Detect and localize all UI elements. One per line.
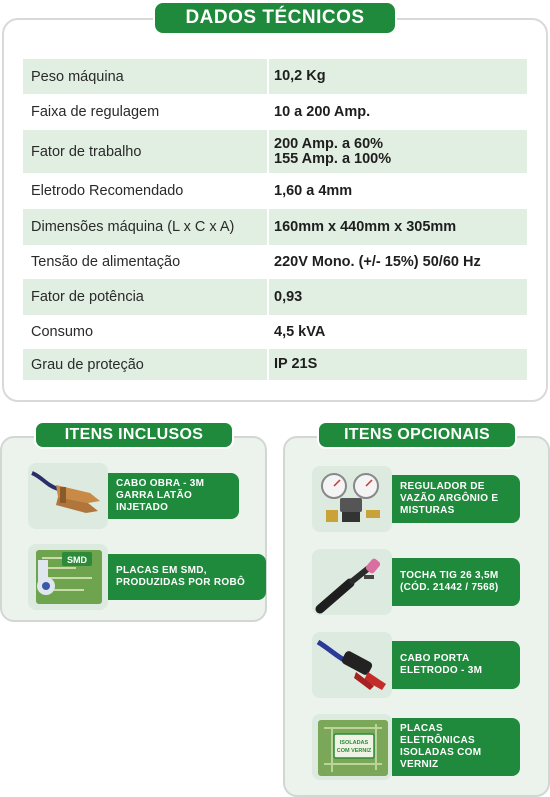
row-value: 0,93 — [274, 288, 303, 305]
list-item — [312, 714, 520, 780]
row-label: Faixa de regulagem — [23, 94, 269, 130]
item-label: REGULADOR DE VAZÃO ARGÔNIO E MISTURAS — [392, 475, 520, 523]
table-row — [23, 315, 527, 349]
table-row — [23, 130, 527, 173]
varnish-badge-line2: COM VERNIZ — [336, 748, 372, 754]
item-label: PLACAS EM SMD, PRODUZIDAS POR ROBÔ — [108, 554, 266, 600]
list-item — [312, 466, 520, 532]
row-value: 220V Mono. (+/- 15%) 50/60 Hz — [274, 253, 481, 270]
row-value: IP 21S — [274, 356, 318, 372]
item-label: PLACAS ELETRÔNICAS ISOLADAS COM VERNIZ — [392, 718, 520, 776]
item-label: CABO OBRA - 3M GARRA LATÃO INJETADO — [108, 473, 239, 519]
row-value: 10,2 Kg — [274, 68, 326, 84]
tig-torch-icon — [312, 549, 392, 615]
row-value: 10 a 200 Amp. — [274, 103, 371, 120]
list-item — [312, 632, 520, 698]
list-item — [28, 463, 239, 529]
row-label: Peso máquina — [23, 59, 269, 94]
row-label: Eletrodo Recomendado — [23, 173, 269, 209]
gas-regulator-icon — [312, 466, 392, 532]
row-label: Grau de proteção — [23, 349, 269, 380]
included-items-title: ITENS INCLUSOS — [34, 421, 234, 449]
row-value: 4,5 kVA — [274, 323, 326, 340]
table-row — [23, 245, 527, 279]
table-row — [23, 59, 527, 94]
optional-items-title: ITENS OPCIONAIS — [317, 421, 517, 449]
table-row — [23, 279, 527, 315]
ground-clamp-icon — [28, 463, 108, 529]
tech-data-title: DADOS TÉCNICOS — [153, 1, 397, 35]
row-value: 1,60 a 4mm — [274, 182, 353, 199]
table-row — [23, 209, 527, 245]
list-item — [312, 549, 520, 615]
varnish-badge-line1: ISOLADAS — [339, 740, 369, 746]
row-label: Dimensões máquina (L x C x A) — [23, 209, 269, 245]
table-row — [23, 173, 527, 209]
row-value: 160mm x 440mm x 305mm — [274, 218, 457, 235]
row-label: Fator de potência — [23, 279, 269, 315]
row-label: Fator de trabalho — [23, 130, 269, 173]
row-value: 200 Amp. a 60% 155 Amp. a 100% — [274, 135, 392, 167]
tech-data-table — [23, 59, 527, 380]
list-item — [28, 544, 266, 610]
item-label: TOCHA TIG 26 3,5M (CÓD. 21442 / 7568) — [392, 558, 520, 606]
smd-board-icon — [28, 544, 108, 610]
table-row — [23, 349, 527, 380]
row-label: Tensão de alimentação — [23, 245, 269, 279]
table-row — [23, 94, 527, 130]
smd-badge: SMD — [67, 555, 87, 565]
row-label: Consumo — [23, 315, 269, 349]
varnished-board-icon — [312, 714, 392, 780]
item-label: CABO PORTA ELETRODO - 3M — [392, 641, 520, 689]
electrode-holder-icon — [312, 632, 392, 698]
